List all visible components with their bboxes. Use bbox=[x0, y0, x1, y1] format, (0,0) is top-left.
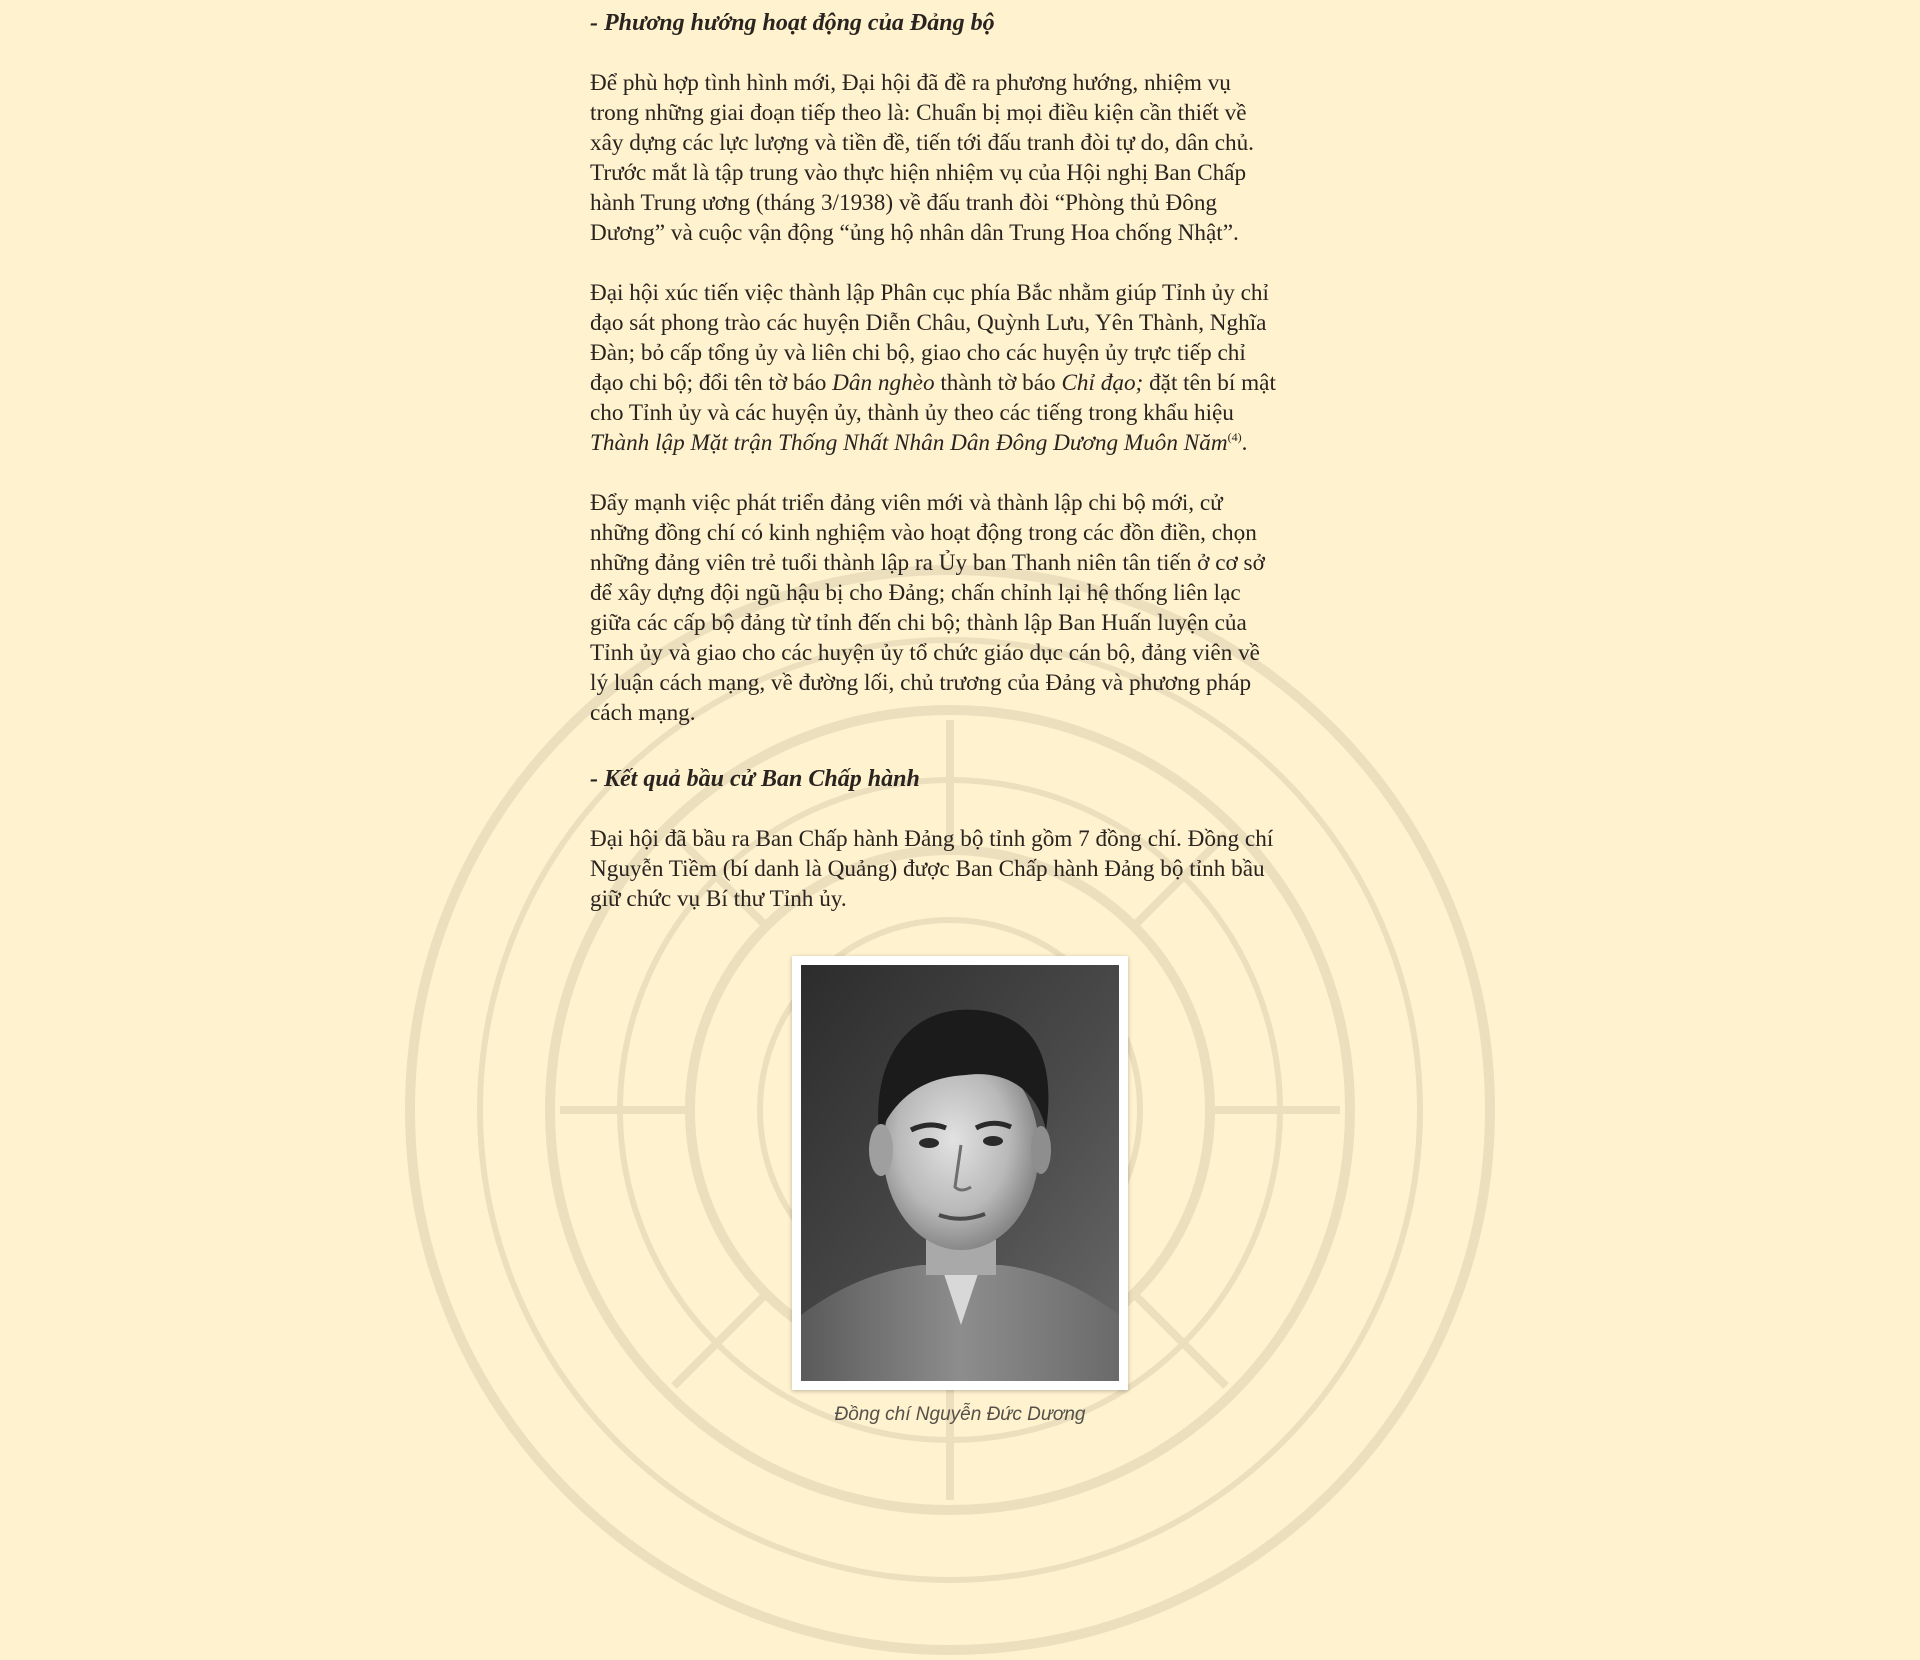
text-line: Trước mắt là tập trung vào thực hiện nhiệm vụ của Hội nghị Ban Chấp bbox=[590, 160, 1247, 186]
text-line: Nguyễn Tiềm (bí danh là Quảng) được Ban Chấp hành Đảng bộ tỉnh bầu bbox=[590, 856, 1265, 882]
section-heading-election: - Kết quả bầu cử Ban Chấp hành bbox=[590, 766, 920, 792]
text-segment: . bbox=[1241, 430, 1248, 456]
text-line: Đàn; bỏ cấp tổng ủy và liên chi bộ, giao cho các huyện ủy trực tiếp chỉ bbox=[590, 340, 1246, 366]
newspaper-name-new: Chỉ đạo; bbox=[1061, 370, 1144, 396]
text-segment: thành tờ báo bbox=[934, 370, 1062, 396]
text-line: Tỉnh ủy và giao cho các huyện ủy tổ chức giáo dục cán bộ, đảng viên về bbox=[590, 640, 1260, 666]
text-line: Đẩy mạnh việc phát triển đảng viên mới và thành lập chi bộ mới, cử bbox=[590, 490, 1223, 516]
text-line: Đại hội xúc tiến việc thành lập Phân cục phía Bắc nhằm giúp Tỉnh ủy chỉ bbox=[590, 280, 1269, 306]
paragraph-development bbox=[590, 488, 1330, 728]
section-heading-direction: - Phương hướng hoạt động của Đảng bộ bbox=[590, 10, 995, 36]
portrait-photo[interactable] bbox=[801, 965, 1119, 1381]
paragraph-direction bbox=[590, 68, 1330, 248]
text-line: những đồng chí có kinh nghiệm vào hoạt động trong các đồn điền, chọn bbox=[590, 520, 1257, 546]
portrait-image bbox=[801, 965, 1119, 1381]
newspaper-name-old: Dân nghèo bbox=[832, 370, 935, 396]
text-segment: đạo chi bộ; đổi tên tờ báo bbox=[590, 370, 833, 396]
text-line: lý luận cách mạng, về đường lối, chủ trương của Đảng và phương pháp bbox=[590, 670, 1252, 696]
figure-caption: Đồng chí Nguyễn Đức Dương bbox=[834, 1404, 1086, 1425]
text-line: Để phù hợp tình hình mới, Đại hội đã đề ra phương hướng, nhiệm vụ bbox=[590, 70, 1231, 96]
text-line: để xây dựng đội ngũ hậu bị cho Đảng; chấn chỉnh lại hệ thống liên lạc bbox=[590, 580, 1241, 606]
slogan-text: Thành lập Mặt trận Thống Nhất Nhân Dân Đông Dương Muôn Năm bbox=[590, 430, 1228, 456]
portrait-figure bbox=[792, 956, 1128, 1390]
text-segment: đặt tên bí mật bbox=[1143, 370, 1276, 396]
text-line bbox=[590, 428, 1330, 458]
text-line: Dương” và cuộc vận động “ủng hộ nhân dân Trung Hoa chống Nhật”. bbox=[590, 220, 1239, 246]
text-line: xây dựng các lực lượng và tiền đề, tiến tới đấu tranh đòi tự do, dân chủ. bbox=[590, 130, 1254, 156]
footnote-reference[interactable]: (4) bbox=[1227, 430, 1242, 444]
text-line bbox=[590, 368, 1330, 398]
text-line: hành Trung ương (tháng 3/1938) về đấu tranh đòi “Phòng thủ Đông bbox=[590, 190, 1218, 216]
text-line: trong những giai đoạn tiếp theo là: Chuẩn bị mọi điều kiện cần thiết về bbox=[590, 100, 1247, 126]
text-line: cách mạng. bbox=[590, 700, 696, 726]
text-line: giữ chức vụ Bí thư Tỉnh ủy. bbox=[590, 886, 847, 912]
text-line: giữa các cấp bộ đảng từ tỉnh đến chi bộ; thành lập Ban Huấn luyện của bbox=[590, 610, 1247, 636]
text-line: đạo sát phong trào các huyện Diễn Châu, Quỳnh Lưu, Yên Thành, Nghĩa bbox=[590, 310, 1267, 336]
paragraph-election bbox=[590, 824, 1330, 914]
paragraph-party-branch bbox=[590, 278, 1330, 458]
text-line: cho Tỉnh ủy và các huyện ủy, thành ủy theo các tiếng trong khẩu hiệu bbox=[590, 400, 1234, 426]
text-line: Đại hội đã bầu ra Ban Chấp hành Đảng bộ tỉnh gồm 7 đồng chí. Đồng chí bbox=[590, 826, 1274, 852]
text-line: những đảng viên trẻ tuổi thành lập ra Ủy ban Thanh niên tân tiến ở cơ sở bbox=[590, 550, 1265, 576]
